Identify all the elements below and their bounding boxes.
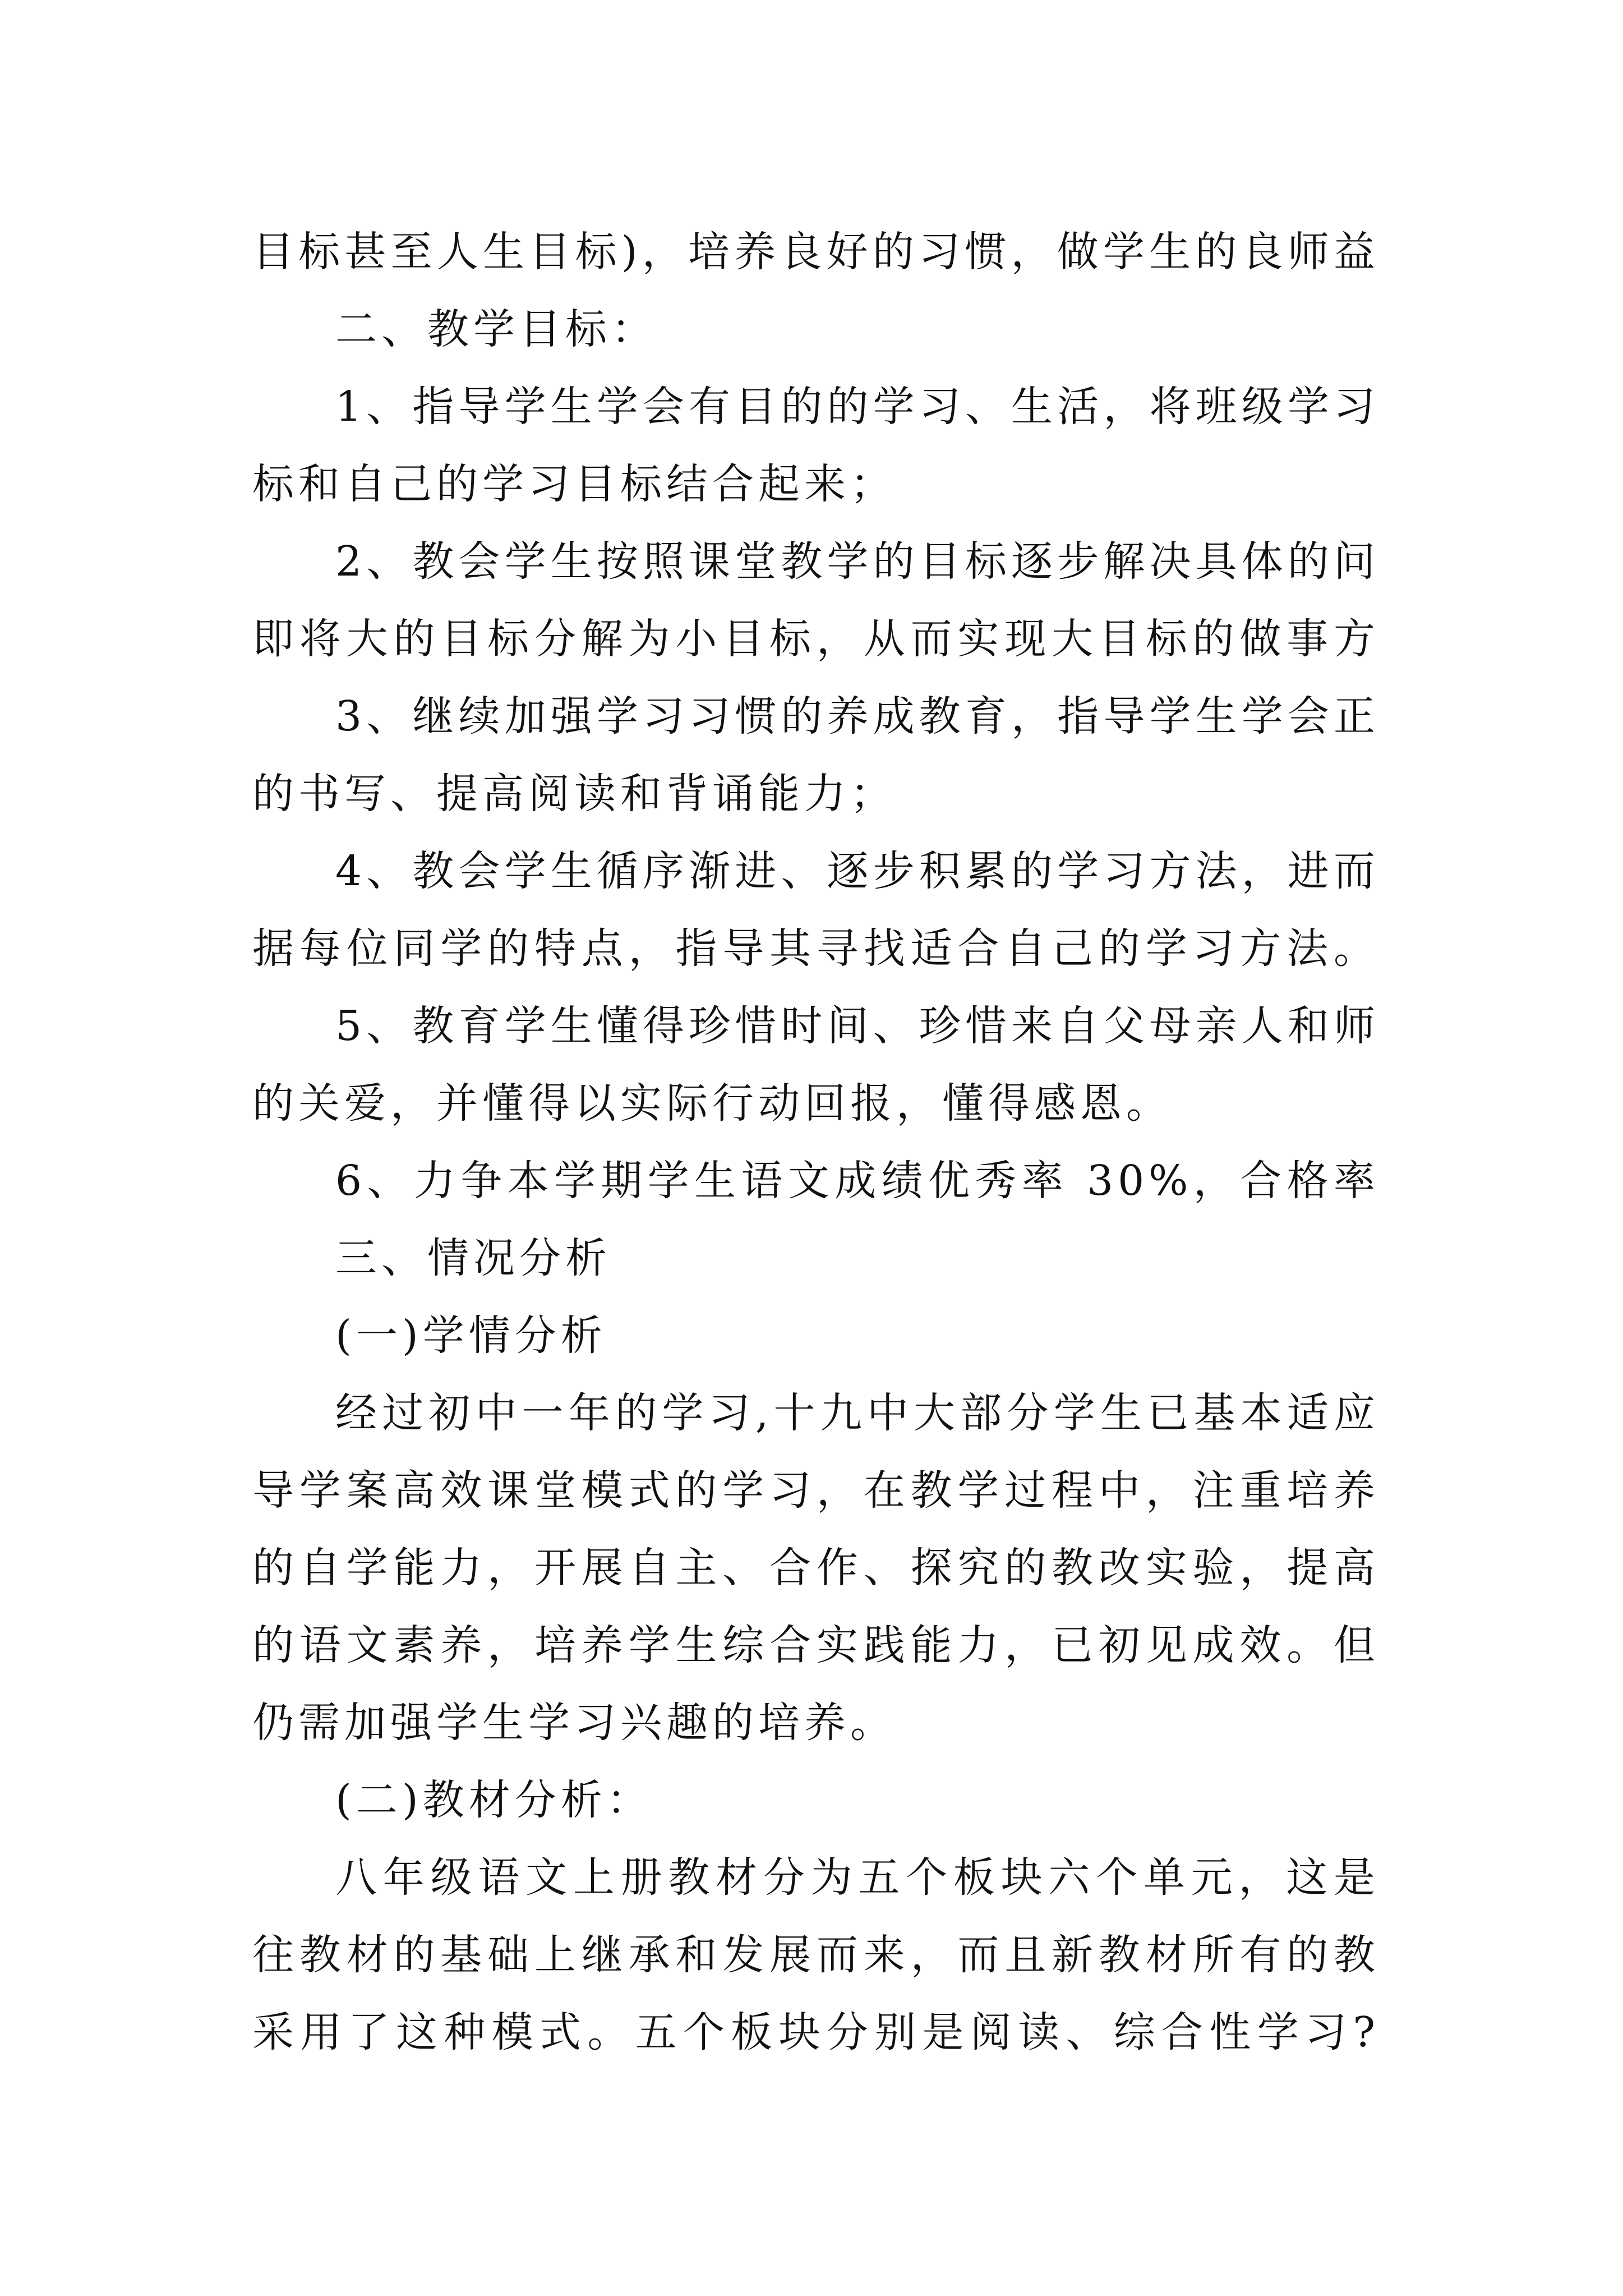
paragraph-line: 6、力争本学期学生语文成绩优秀率 30%，合格率 (335, 1157, 1380, 1205)
paragraph-line: 1、指导学生学会有目的的学习、生活，将班级学习 (335, 383, 1380, 431)
subsection-heading-student-analysis: (一)学情分析 (335, 1312, 607, 1360)
paragraph-line: 仍需加强学生学习兴趣的培养。 (252, 1699, 896, 1747)
paragraph-line: 的语文素养，培养学生综合实践能力，已初见成效。但 (252, 1621, 1380, 1669)
paragraph-line: 往教材的基础上继承和发展而来，而且新教材所有的教 (252, 1931, 1380, 1979)
paragraph-line: 即将大的目标分解为小目标，从而实现大目标的做事方 (252, 615, 1380, 663)
paragraph-line: 导学案高效课堂模式的学习，在教学过程中，注重培养 (252, 1466, 1380, 1515)
paragraph-line: 5、教育学生懂得珍惜时间、珍惜来自父母亲人和师 (335, 1002, 1380, 1050)
paragraph-line: 的书写、提高阅读和背诵能力； (252, 770, 896, 818)
paragraph-line: 据每位同学的特点，指导其寻找适合自己的学习方法。 (252, 924, 1380, 973)
section-heading-teaching-goals: 二、教学目标： (335, 305, 657, 353)
paragraph-line: 标和自己的学习目标结合起来； (252, 460, 896, 508)
paragraph-line: 目标甚至人生目标)，培养良好的习惯，做学生的良师益 (252, 228, 1380, 276)
section-heading-situation-analysis: 三、情况分析 (335, 1234, 611, 1282)
paragraph-line: 3、继续加强学习习惯的养成教育，指导学生学会正 (335, 692, 1380, 740)
paragraph-line: 的自学能力，开展自主、合作、探究的教改实验，提高 (252, 1544, 1380, 1592)
document-body (252, 213, 1380, 2071)
paragraph-line: 经过初中一年的学习,十九中大部分学生已基本适应 (335, 1389, 1380, 1437)
paragraph-line: 2、教会学生按照课堂教学的目标逐步解决具体的问 (335, 537, 1380, 586)
paragraph-line: 4、教会学生循序渐进、逐步积累的学习方法，进而 (335, 847, 1380, 895)
paragraph-line: 的关爱，并懂得以实际行动回报，懂得感恩。 (252, 1079, 1172, 1128)
paragraph-line: 采用了这种模式。五个板块分别是阅读、综合性学习? (252, 2008, 1380, 2056)
subsection-heading-textbook-analysis: (二)教材分析： (335, 1776, 653, 1824)
paragraph-line: 八年级语文上册教材分为五个板块六个单元，这是 (335, 1853, 1380, 1902)
